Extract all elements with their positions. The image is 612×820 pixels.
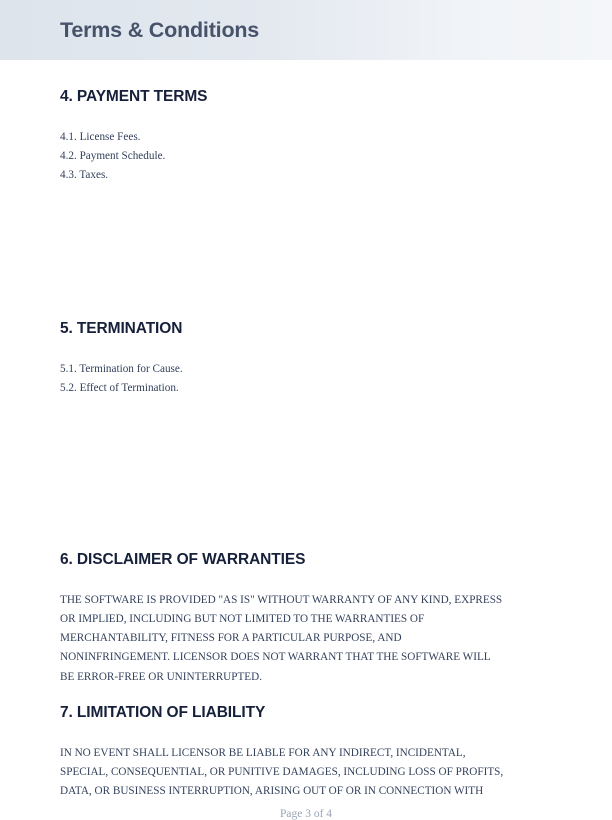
section-termination — [60, 320, 546, 398]
paragraph-line: OR IMPLIED, INCLUDING BUT NOT LIMITED TO THE WARRANTIES OF — [60, 613, 425, 626]
document-page — [0, 60, 612, 820]
section-disclaimer-of-warranties — [60, 551, 546, 687]
paragraph-line: THE SOFTWARE IS PROVIDED "AS IS" WITHOUT WARRANTY OF ANY KIND, EXPRESS — [60, 593, 503, 606]
clause-line: 4.3. Taxes. — [60, 169, 109, 182]
paragraph-line: NONINFRINGEMENT. LICENSOR DOES NOT WARRANT THAT THE SOFTWARE WILL — [60, 651, 491, 664]
document-header — [0, 0, 612, 60]
paragraph-line: IN NO EVENT SHALL LICENSOR BE LIABLE FOR ANY INDIRECT, INCIDENTAL, — [60, 746, 466, 759]
paragraph-line: DATA, OR BUSINESS INTERRUPTION, ARISING OUT OF OR IN CONNECTION WITH — [60, 785, 484, 798]
section-heading: 6. DISCLAIMER OF WARRANTIES — [60, 551, 306, 568]
section-heading: 7. LIMITATION OF LIABILITY — [60, 704, 266, 721]
paragraph-line: BE ERROR-FREE OR UNINTERRUPTED. — [60, 670, 263, 683]
section-heading: 4. PAYMENT TERMS — [60, 88, 208, 105]
section-limitation-of-liability — [60, 704, 546, 801]
section-body — [60, 591, 546, 687]
page-title: Terms & Conditions — [60, 18, 260, 42]
section-heading: 5. TERMINATION — [60, 320, 183, 337]
paragraph-line: MERCHANTABILITY, FITNESS FOR A PARTICULAR PURPOSE, AND — [60, 632, 402, 645]
page-number-marker: Page 3 of 4 — [279, 808, 333, 820]
section-body — [60, 360, 546, 398]
section-payment-terms — [60, 88, 546, 185]
clause-line: 5.2. Effect of Termination. — [60, 382, 179, 395]
clause-line: 4.1. License Fees. — [60, 130, 141, 143]
section-body — [60, 128, 546, 186]
paragraph-line: SPECIAL, CONSEQUENTIAL, OR PUNITIVE DAMAGES, INCLUDING LOSS OF PROFITS, — [60, 766, 504, 779]
clause-line: 4.2. Payment Schedule. — [60, 150, 166, 163]
section-body — [60, 744, 546, 802]
clause-line: 5.1. Termination for Cause. — [60, 362, 183, 375]
